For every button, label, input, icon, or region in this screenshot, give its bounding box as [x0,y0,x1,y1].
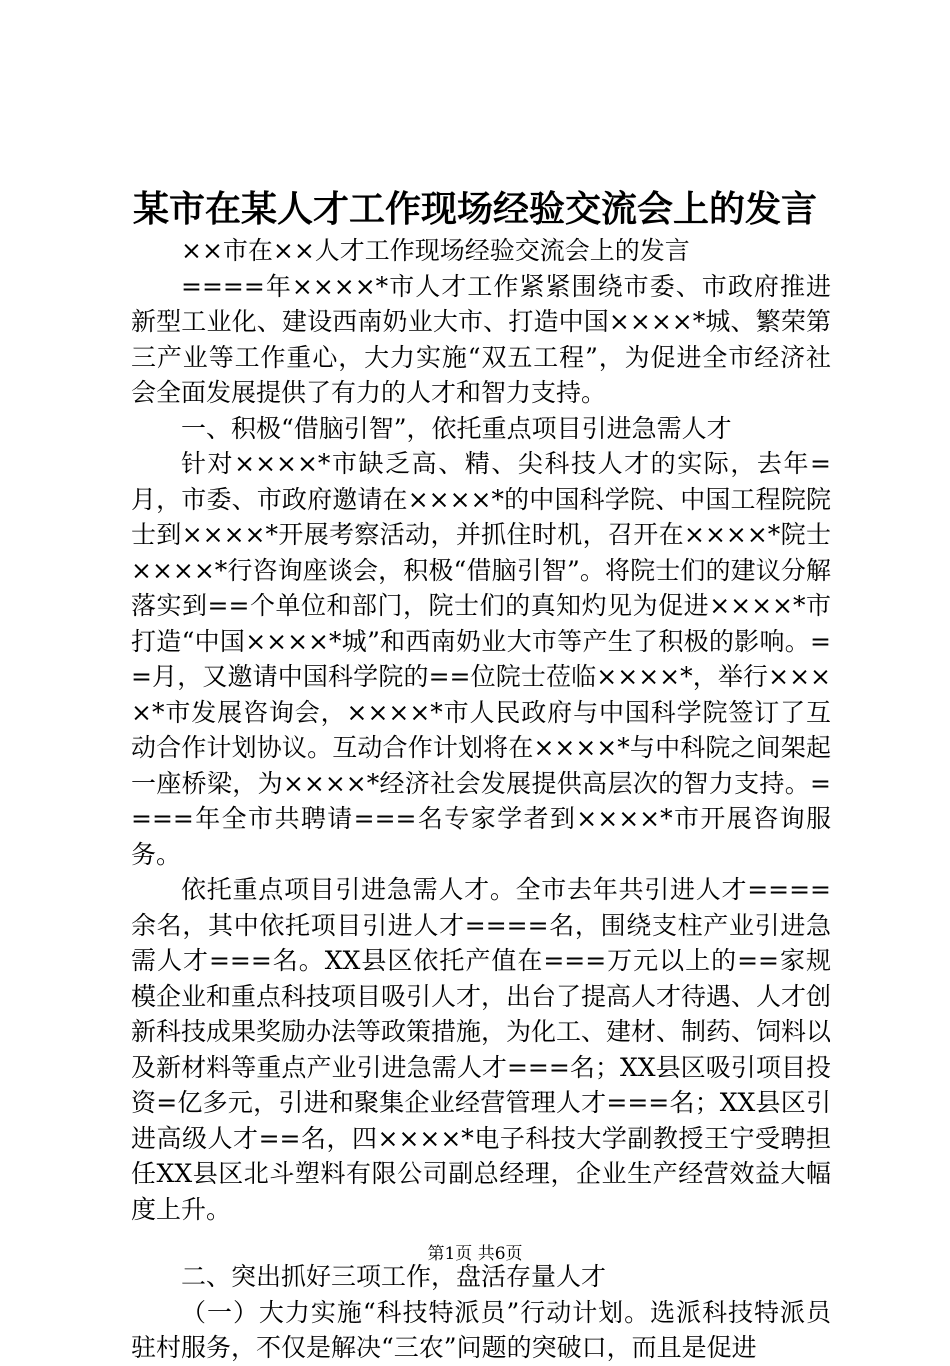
paragraph-key-projects: 依托重点项目引进急需人才。全市去年共引进人才====余名，其中依托项目引进人才====名，围绕支柱产业引进急需人才===名。XX县区依托产值在===万元以上的==家规模企业和重点科技项目吸引人才，出台了提高人才待遇、人才创新科技成果奖励办法等政策措施，为化工、建材、制药、饲料以及新材料等重点产业引进急需人才===名；XX县区吸引项目投资=亿多元，引进和聚集企业经营管理人才===名；XX县区引进高级人才==名，四××××*电子科技大学副教授王宁受聘担任XX县区北斗塑料有限公司副总经理，企业生产经营效益大幅度上升。 [131,875,832,1224]
paragraph-subtitle: ××市在××人才工作现场经验交流会上的发言 [181,236,690,265]
paragraph-academicians: 针对××××*市缺乏高、精、尖科技人才的实际，去年=月，市委、市政府邀请在××××*的中国科学院、中国工程院院士到××××*开展考察活动，并抓住时机，召开在××××*院士××××*行咨询座谈会，积极“借脑引智”。将院士们的建议分解落实到==个单位和部门，院士们的真知灼见为促进××××*市打造“中国××××*城”和西南奶业大市等产生了积极的影响。==月，又邀请中国科学院的==位院士莅临××××*，举行××××*市发展咨询会，××××*市人民政府与中国科学院签订了互动合作计划协议。互动合作计划将在××××*与中科院之间架起一座桥梁，为××××*经济社会发展提供高层次的智力支持。====年全市共聘请===名专家学者到××××*市开展咨询服务。 [131,449,831,869]
paragraph-intro: ====年××××*市人才工作紧紧围绕市委、市政府推进新型工业化、建设西南奶业大市、打造中国××××*城、繁荣第三产业等工作重心，大力实施“双五工程”，为促进全市经济社会全面发展提供了有力的人才和智力支持。 [131,271,831,407]
document-body [131,233,831,1366]
document-title: 某市在某人才工作现场经验交流会上的发言 [132,188,817,230]
paragraph-sci-tech-envoys: （一）大力实施“科技特派员”行动计划。选派科技特派员驻村服务，不仅是解决“三农”问题的突破口，而且是促进 [131,1297,831,1362]
page-footer: 第1页 共6页 [427,1244,523,1264]
section-heading-2: 二、突出抓好三项工作，盘活存量人才 [181,1262,607,1291]
section-heading-1: 一、积极“借脑引智”，依托重点项目引进急需人才 [181,413,732,443]
